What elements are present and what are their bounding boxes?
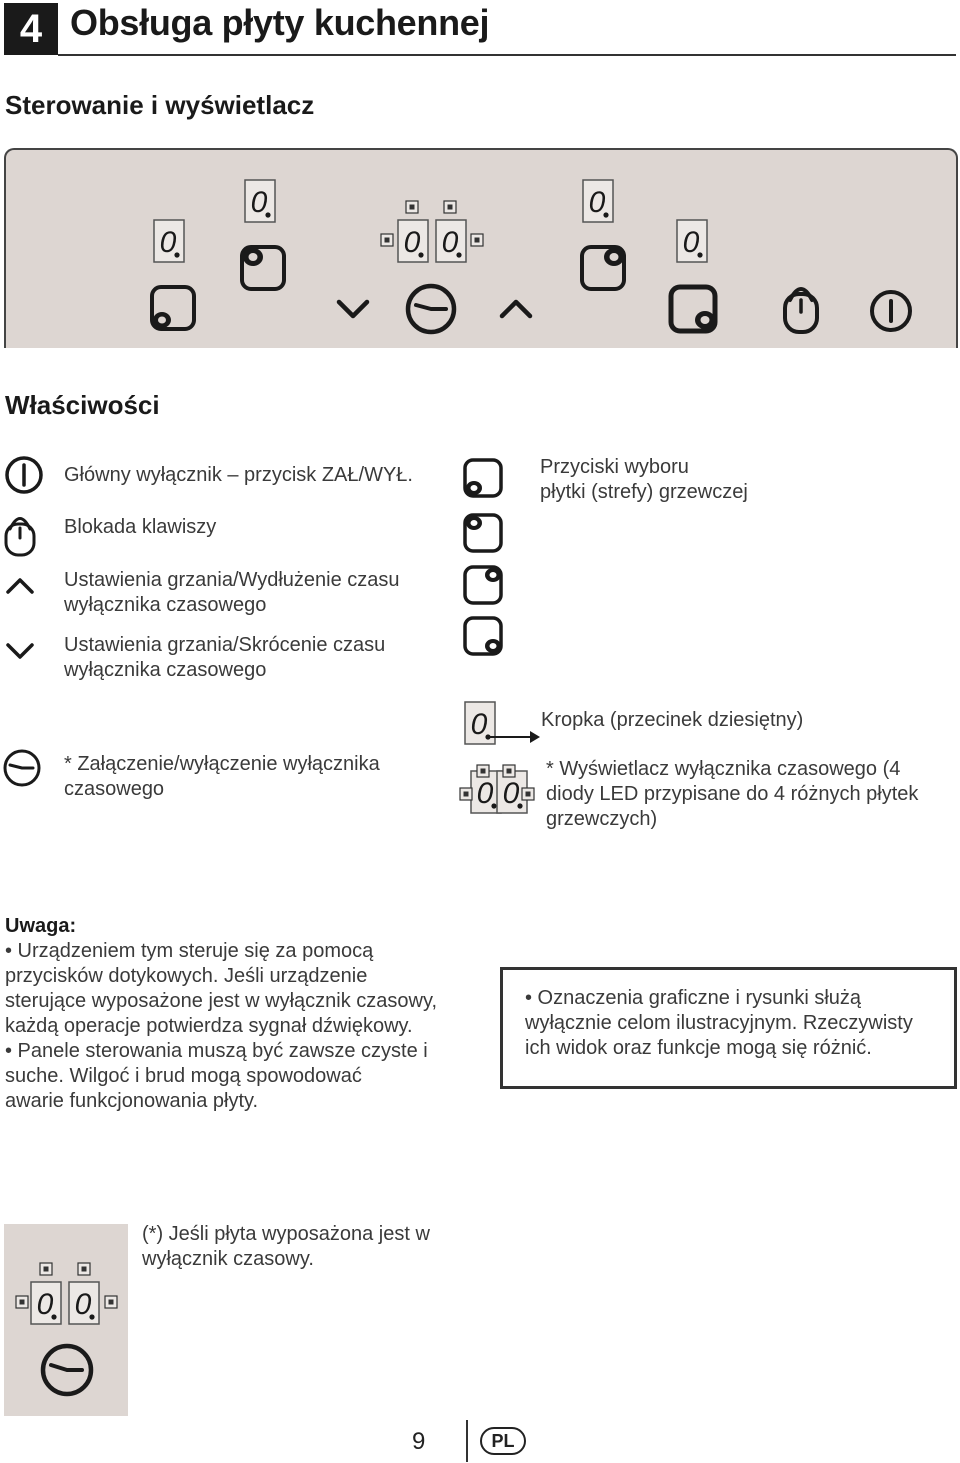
features-section-title: Właściwości (5, 390, 160, 420)
timer-led (40, 1263, 52, 1275)
key-lock-label: Blokada klawiszy (64, 516, 217, 538)
page-title: Obsługa płyty kuchennej (70, 2, 490, 43)
chapter-number: 4 (4, 3, 58, 55)
controls-section-title: Sterowanie i wyświetlacz (5, 90, 315, 120)
box-line: • Oznaczenia graficzne i rysunki służą (525, 987, 862, 1009)
box-line: wyłącznie celom ilustracyjnym. Rzeczywisty (525, 1012, 913, 1034)
down-label: Ustawienia grzania/Skrócenie czasu wyłącznika czasowego (64, 634, 386, 681)
note-line: sterujące wyposażone jest w wyłącznik czasowy, (5, 990, 438, 1012)
dot-label: Kropka (przecinek dziesiętny) (541, 709, 804, 731)
note-line: przycisków dotykowych. Jeśli urządzenie (5, 965, 368, 987)
note-line: • Panele sterowania muszą być zawsze czyste i (5, 1040, 428, 1062)
timer-label: * Załączenie/wyłączenie wyłącznika czasowego (64, 753, 380, 800)
timer-icon (43, 1346, 91, 1394)
note-title: Uwaga: (5, 915, 77, 937)
timer-display-label: * Wyświetlacz wyłącznika czasowego (4 diody LED przypisane do 4 różnych płytek grzewczych) (546, 758, 919, 830)
timer-led (105, 1296, 117, 1308)
zone-select-label: Przyciski wyboru płytki (strefy) grzewczej (540, 456, 748, 503)
main-switch-label: Główny wyłącznik – przycisk ZAŁ/WYŁ. (64, 464, 413, 486)
up-label: Ustawienia grzania/Wydłużenie czasu wyłącznika czasowego (64, 569, 400, 616)
footer-divider (466, 1420, 468, 1462)
language-badge: PL (480, 1427, 526, 1455)
note-line: • Urządzeniem tym steruje się za pomocą (5, 940, 374, 962)
timer-led (16, 1296, 28, 1308)
timer-display (69, 1282, 99, 1324)
timer-led (78, 1263, 90, 1275)
note-line: awarie funkcjonowania płyty. (5, 1090, 259, 1112)
note-line: każdą operacje potwierdza sygnał dźwiękowy. (5, 1015, 413, 1037)
control-panel-drawing: 0 (0, 0, 960, 1463)
footnote: (*) Jeśli płyta wyposażona jest w wyłącznik czasowy. (142, 1223, 430, 1270)
box-line: ich widok oraz funkcje mogą się różnić. (525, 1037, 872, 1059)
note-line: suche. Wilgoć i brud mogą spowodować (5, 1065, 362, 1087)
page-number: 9 (412, 1428, 426, 1455)
timer-display (31, 1282, 61, 1324)
